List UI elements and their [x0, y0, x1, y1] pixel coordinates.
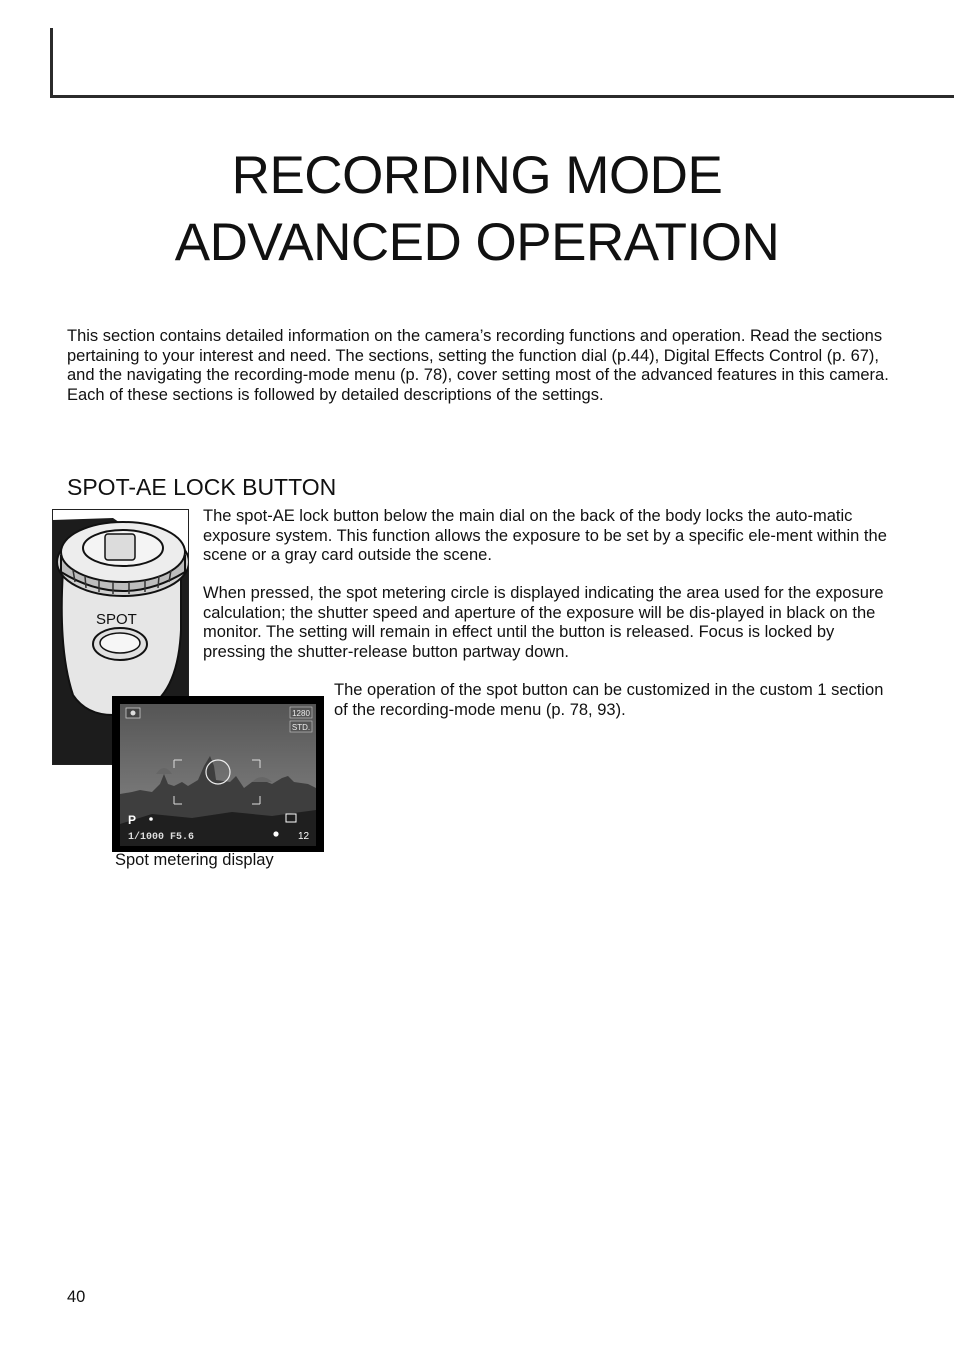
focus-dot-icon — [149, 817, 153, 821]
page-corner-rule-horizontal — [50, 95, 954, 98]
quality-badge: STD. — [291, 723, 311, 732]
focus-signal-icon — [273, 831, 278, 836]
section-paragraph-1: The spot-AE lock button below the main dial on the back of the body locks the auto-matic exposure system. This function allows the exposure to be set by a specific ele-ment within the scene or a gray card outside the scene. — [203, 507, 887, 564]
camera-mode-icon — [126, 708, 140, 718]
frame-counter: 12 — [298, 831, 310, 842]
page-title — [0, 142, 954, 276]
title-line-1: RECORDING MODE — [231, 146, 723, 205]
exposure-mode-indicator: P — [128, 813, 137, 827]
section-heading: SPOT-AE LOCK BUTTON — [67, 474, 337, 500]
page-corner-rule-vertical — [50, 28, 53, 98]
title-line-2: ADVANCED OPERATION — [174, 213, 780, 272]
image-size-badge: 1280 — [292, 709, 310, 718]
intro-paragraph: This section contains detailed information on the camera’s recording functions and operation. Read the sections pertaining to your interest and need. The sections, setting the function dial (p.44), Digital Effects Control (p. 67), and the navigating the recording-mode menu (p. 78), cover setting most of the advanced features in this camera. Each of these sections is followed by detailed descriptions of the settings. — [67, 327, 889, 404]
spot-label: SPOT — [96, 611, 137, 628]
page-number: 40 — [67, 1288, 86, 1306]
section-paragraph-2: When pressed, the spot metering circle is displayed indicating the area used for the exposure calculation; the shutter speed and aperture of the exposure will be dis-played in black on the monitor. The setting will remain in effect until the button is released. Focus is locked by pressing the shutter-release button partway down. — [203, 584, 884, 661]
spot-metering-display — [112, 696, 324, 852]
shutter-aperture-readout: 1/1000 F5.6 — [128, 832, 195, 843]
section-paragraph-3: The operation of the spot button can be customized in the custom 1 section of the recording-mode menu (p. 78, 93). — [334, 681, 884, 719]
figure-caption: Spot metering display — [115, 851, 274, 869]
